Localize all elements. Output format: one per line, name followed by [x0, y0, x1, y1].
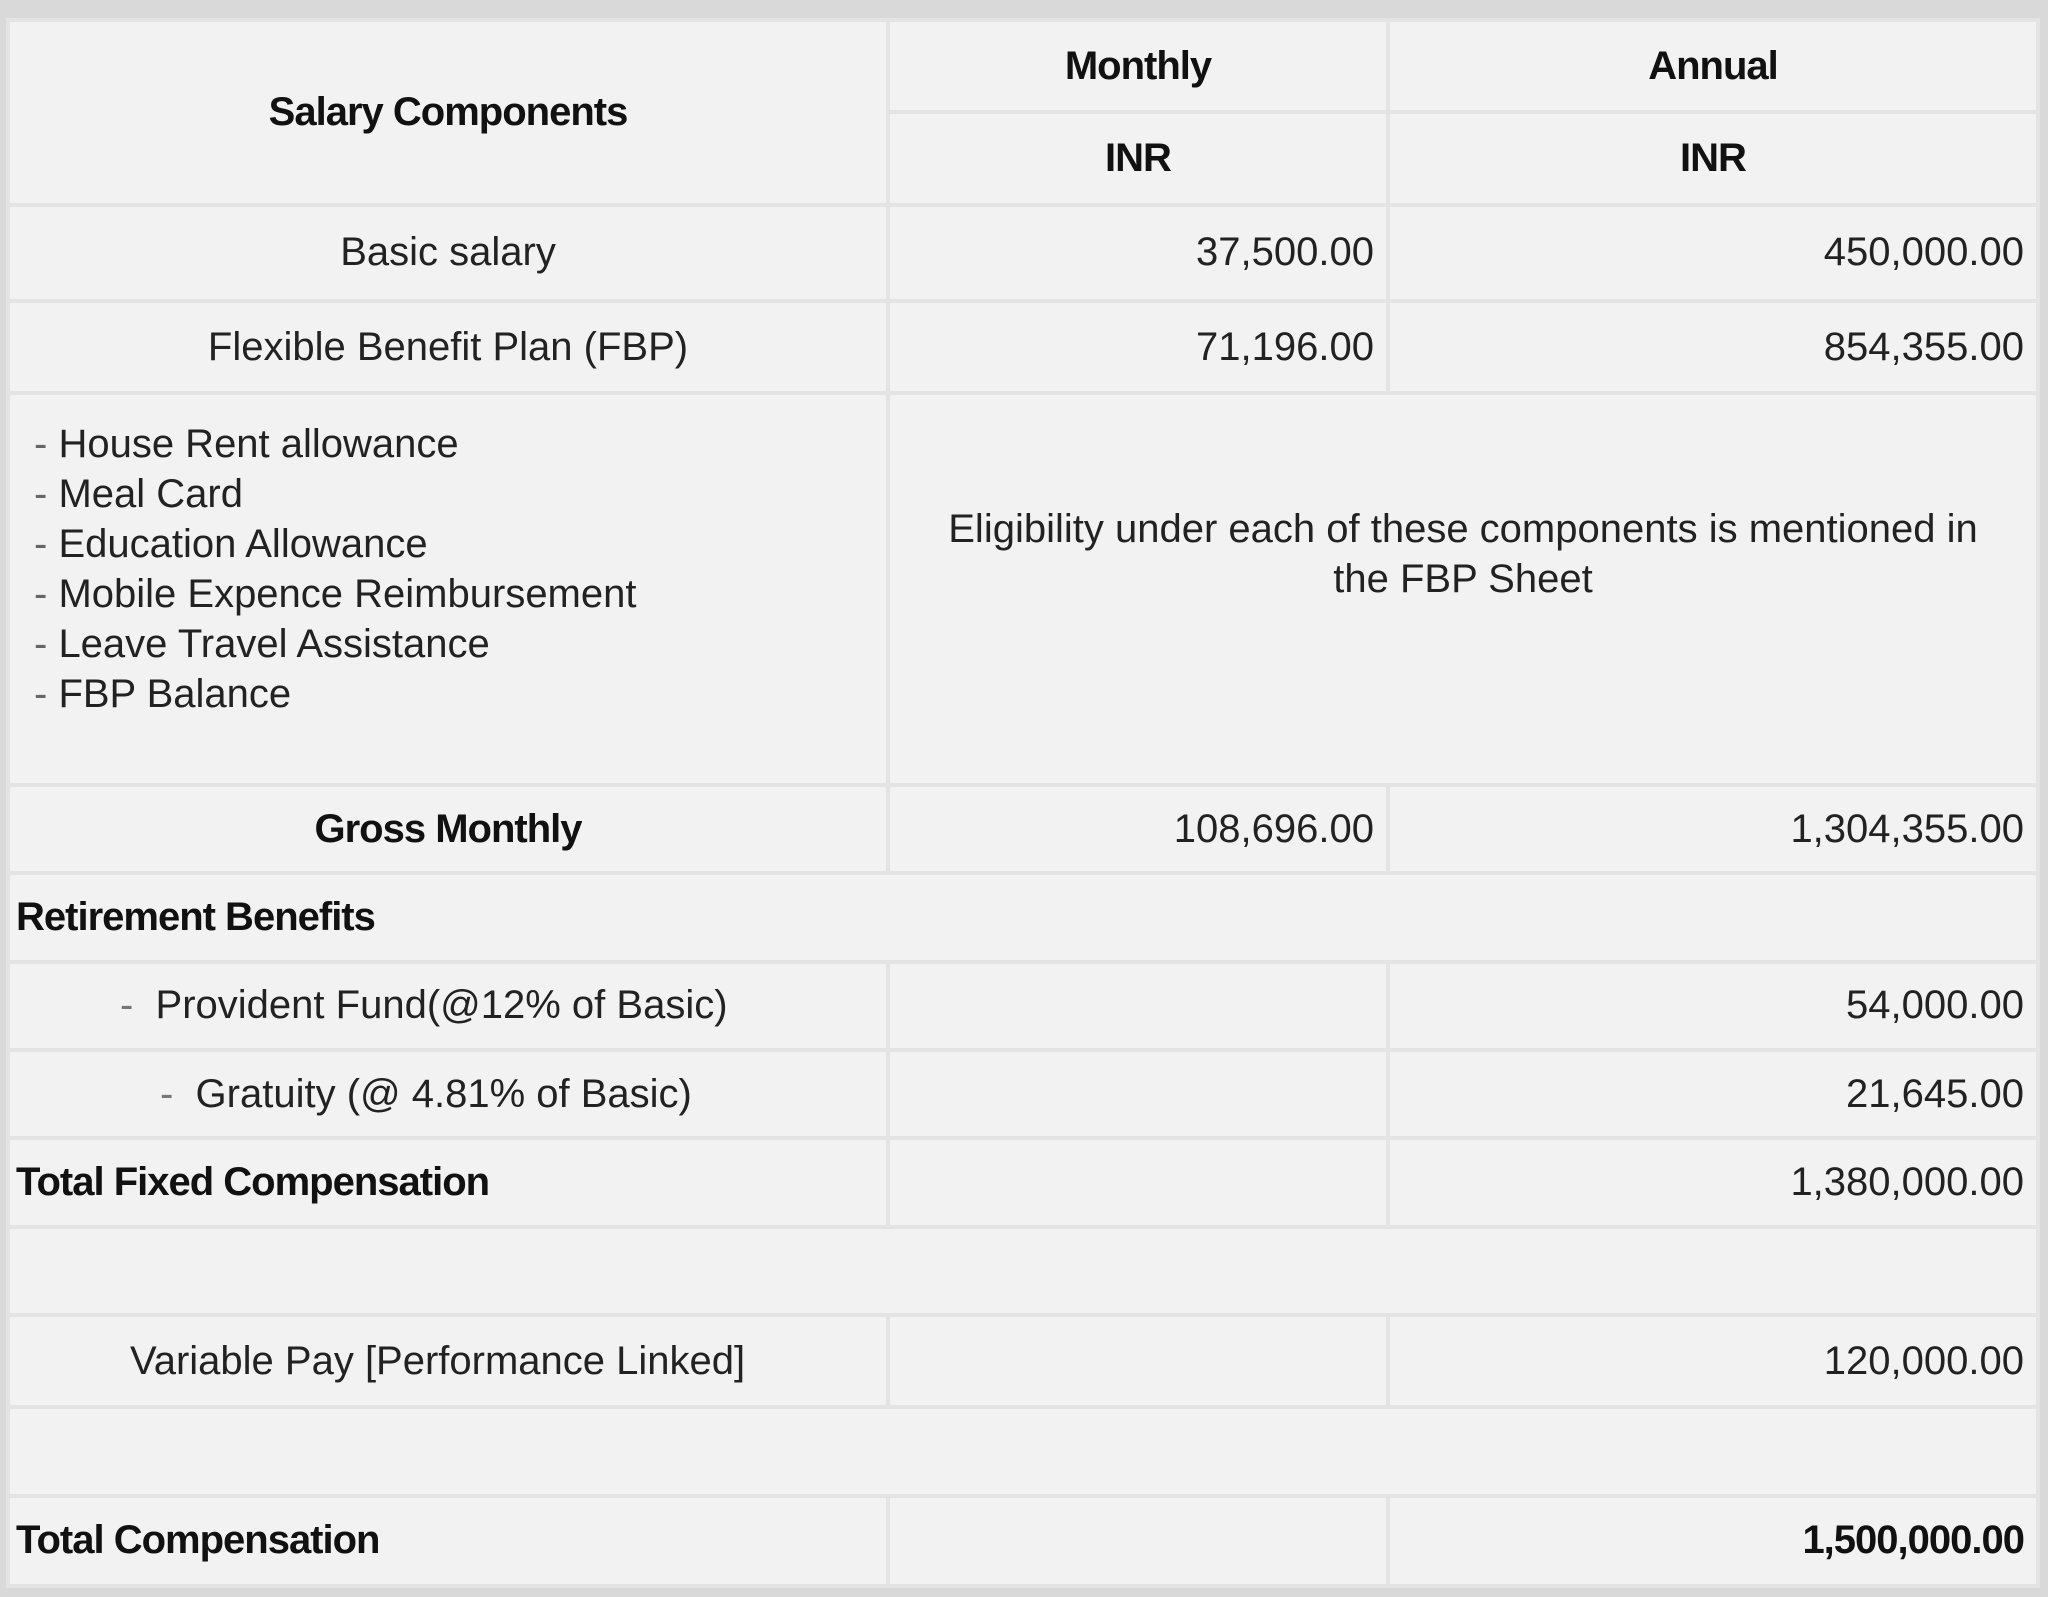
- gross-monthly-monthly: 108,696.00: [888, 785, 1388, 873]
- fbp-eligibility-note: Eligibility under each of these components is mentioned in the FBP Sheet: [948, 507, 1978, 602]
- total-fixed-label: Total Fixed Compensation: [8, 1138, 888, 1226]
- fbp-label: Flexible Benefit Plan (FBP): [8, 301, 888, 393]
- gross-monthly-annual: 1,304,355.00: [1388, 785, 2038, 873]
- retirement-benefits-label: Retirement Benefits: [8, 873, 2038, 961]
- spacer-row: [8, 1407, 2038, 1495]
- total-fixed-monthly: [888, 1138, 1388, 1226]
- total-compensation-annual: 1,500,000.00: [1388, 1496, 2038, 1586]
- bullet-dash: -: [120, 983, 156, 1028]
- gratuity-monthly: [888, 1050, 1388, 1138]
- provident-fund-annual: 54,000.00: [1388, 962, 2038, 1050]
- total-compensation-monthly: [888, 1496, 1388, 1586]
- gross-monthly-label: Gross Monthly: [8, 785, 888, 873]
- retirement-benefits-row: [8, 873, 2038, 961]
- basic-salary-annual: 450,000.00: [1388, 205, 2038, 301]
- header-row-1: [8, 20, 2038, 112]
- gratuity-label: [8, 1050, 888, 1138]
- fbp-component-list: [22, 419, 874, 759]
- provident-fund-text: Provident Fund(@12% of Basic): [155, 983, 728, 1028]
- list-item: - Mobile Expence Reimbursement: [34, 569, 874, 619]
- variable-pay-row: [8, 1315, 2038, 1407]
- list-item: - FBP Balance: [34, 669, 874, 719]
- list-item: - Education Allowance: [34, 519, 874, 569]
- basic-salary-row: [8, 205, 2038, 301]
- gratuity-annual: 21,645.00: [1388, 1050, 2038, 1138]
- fbp-annual: 854,355.00: [1388, 301, 2038, 393]
- variable-pay-monthly: [888, 1315, 1388, 1407]
- bullet-dash: -: [160, 1071, 196, 1116]
- fbp-row: [8, 301, 2038, 393]
- monthly-header: Monthly: [888, 20, 1388, 112]
- variable-pay-annual: 120,000.00: [1388, 1315, 2038, 1407]
- spacer-cell: [8, 1227, 2038, 1315]
- gratuity-text: Gratuity (@ 4.81% of Basic): [195, 1071, 692, 1116]
- total-compensation-label: Total Compensation: [8, 1496, 888, 1586]
- annual-currency: INR: [1388, 112, 2038, 204]
- fbp-components-cell: [8, 393, 888, 785]
- total-fixed-row: [8, 1138, 2038, 1226]
- provident-fund-label: [8, 962, 888, 1050]
- total-fixed-annual: 1,380,000.00: [1388, 1138, 2038, 1226]
- monthly-currency: INR: [888, 112, 1388, 204]
- basic-salary-label: Basic salary: [8, 205, 888, 301]
- variable-pay-label: Variable Pay [Performance Linked]: [8, 1315, 888, 1407]
- fbp-note-cell: [888, 393, 2038, 785]
- gross-monthly-row: [8, 785, 2038, 873]
- fbp-monthly: 71,196.00: [888, 301, 1388, 393]
- annual-header: Annual: [1388, 20, 2038, 112]
- provident-fund-row: [8, 962, 2038, 1050]
- gratuity-row: [8, 1050, 2038, 1138]
- list-item: - Leave Travel Assistance: [34, 619, 874, 669]
- salary-components-header: Salary Components: [8, 20, 888, 205]
- spacer-row: [8, 1227, 2038, 1315]
- fbp-components-row: [8, 393, 2038, 785]
- spacer-cell: [8, 1407, 2038, 1495]
- basic-salary-monthly: 37,500.00: [888, 205, 1388, 301]
- salary-table: [6, 18, 2040, 1588]
- total-compensation-row: [8, 1496, 2038, 1586]
- list-item: - House Rent allowance: [34, 419, 874, 469]
- list-item: - Meal Card: [34, 469, 874, 519]
- provident-fund-monthly: [888, 962, 1388, 1050]
